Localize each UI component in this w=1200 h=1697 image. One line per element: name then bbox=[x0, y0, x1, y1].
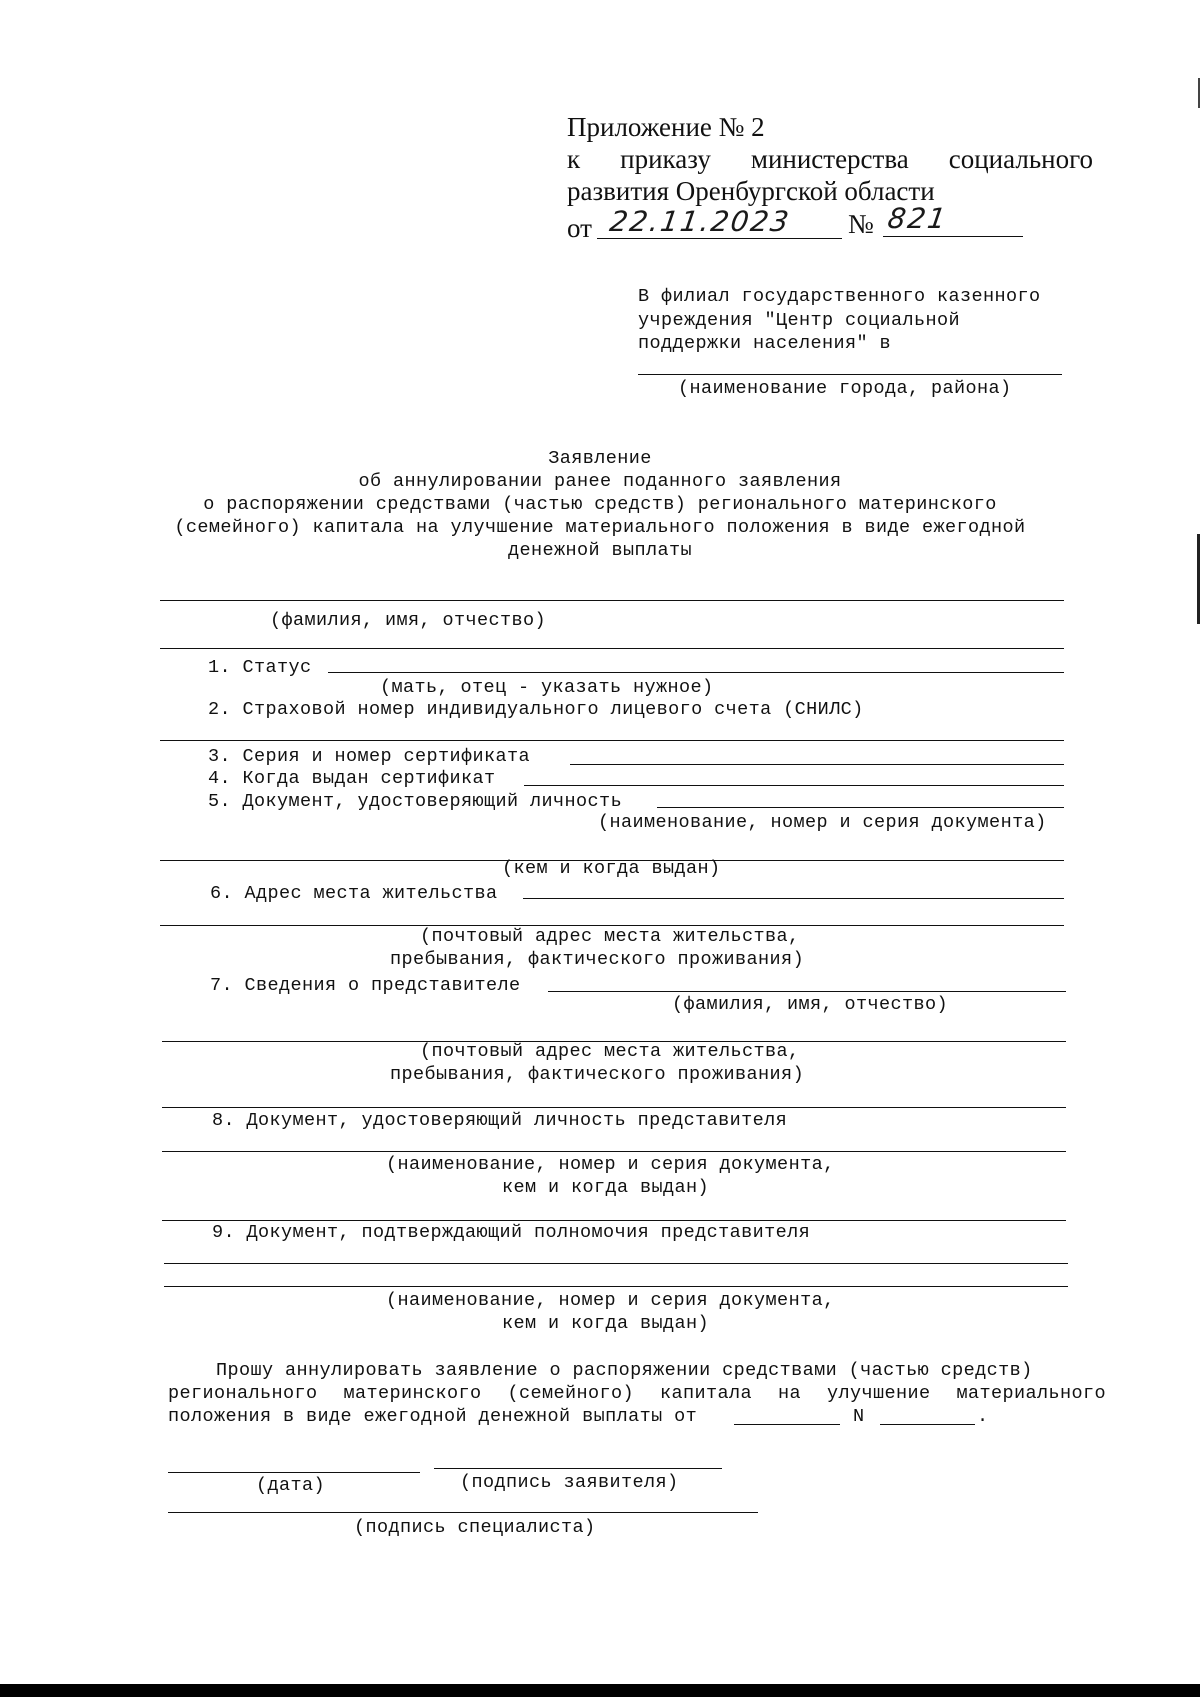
item-1-label: 1. Статус bbox=[208, 657, 312, 678]
date-underline bbox=[597, 238, 842, 239]
item-5-issued-caption: (кем и когда выдан) bbox=[502, 858, 721, 879]
item-6-caption-2: пребывания, фактического проживания) bbox=[390, 949, 805, 970]
doc-title-line-2: об аннулировании ранее поданного заявления bbox=[358, 471, 842, 492]
item-9-label: 9. Документ, подтверждающий полномочия представителя bbox=[212, 1222, 811, 1243]
item-9-line-2[interactable] bbox=[164, 1286, 1068, 1287]
applicant-signature-caption: (подпись заявителя) bbox=[460, 1472, 679, 1493]
item-1-caption: (мать, отец - указать нужное) bbox=[380, 677, 714, 698]
doc-title-line-3: о распоряжении средствами (частью средств) регионального материнского bbox=[203, 494, 997, 515]
item-3-line[interactable] bbox=[570, 764, 1064, 765]
fio-line-2[interactable] bbox=[160, 648, 1064, 649]
city-underline bbox=[638, 374, 1062, 375]
request-line-3: положения в виде ежегодной денежной выплаты от bbox=[168, 1406, 698, 1427]
handwritten-date: 22.11.2023 bbox=[607, 205, 793, 238]
item-9-caption-2: кем и когда выдан) bbox=[502, 1313, 710, 1334]
addressee-line-3: поддержки населения" в bbox=[638, 333, 892, 354]
fio-line[interactable] bbox=[160, 600, 1064, 601]
item-4-label: 4. Когда выдан сертификат bbox=[208, 768, 496, 789]
item-8-label: 8. Документ, удостоверяющий личность представителя bbox=[212, 1110, 788, 1131]
word: (семейного) bbox=[507, 1383, 635, 1404]
doc-title-line-5: денежной выплаты bbox=[507, 540, 693, 561]
item-6-label: 6. Адрес места жительства bbox=[210, 883, 498, 904]
appendix-line-order bbox=[567, 144, 1093, 175]
request-period: . bbox=[977, 1406, 989, 1427]
item-4-line[interactable] bbox=[524, 785, 1064, 786]
date-signature-line[interactable] bbox=[168, 1472, 420, 1473]
word: регионального bbox=[168, 1383, 318, 1404]
item-7-line-3[interactable] bbox=[162, 1107, 1066, 1108]
item-5-caption: (наименование, номер и серия документа) bbox=[598, 812, 1047, 833]
city-caption: (наименование города, района) bbox=[678, 378, 1012, 399]
item-1-line[interactable] bbox=[328, 672, 1064, 673]
item-2-label: 2. Страховой номер индивидуального лицевого счета (СНИЛС) bbox=[208, 699, 864, 720]
appendix-title: Приложение № 2 bbox=[567, 112, 765, 142]
addressee-line-1: В филиал государственного казенного bbox=[638, 286, 1041, 307]
doc-title-line-4: (семейного) капитала на улучшение материального положения в виде ежегодной bbox=[174, 517, 1026, 538]
item-8-caption-1: (наименование, номер и серия документа, bbox=[386, 1154, 835, 1175]
item-6-caption-1: (почтовый адрес места жительства, bbox=[420, 926, 800, 947]
doc-title: Заявление bbox=[548, 448, 652, 469]
date-caption: (дата) bbox=[256, 1475, 326, 1496]
item-8-line-2[interactable] bbox=[162, 1220, 1066, 1221]
item-7-caption-3: пребывания, фактического проживания) bbox=[390, 1064, 805, 1085]
appendix-line-ministry: развития Оренбургской области bbox=[567, 176, 935, 206]
word: министерства bbox=[750, 144, 909, 174]
number-label: № bbox=[848, 209, 874, 239]
word: капитала bbox=[660, 1383, 753, 1404]
item-7-caption-2: (почтовый адрес места жительства, bbox=[420, 1041, 800, 1062]
item-7-label: 7. Сведения о представителе bbox=[210, 975, 521, 996]
word: социального bbox=[948, 144, 1093, 174]
item-5-line[interactable] bbox=[657, 807, 1064, 808]
scan-edge-bottom bbox=[0, 1684, 1200, 1697]
word: улучшение bbox=[826, 1383, 931, 1404]
request-line-1: Прошу аннулировать заявление о распоряжении средствами (частью средств) bbox=[216, 1360, 1033, 1381]
date-label: от bbox=[567, 213, 592, 243]
handwritten-number: 821 bbox=[885, 202, 950, 235]
item-7-line[interactable] bbox=[548, 991, 1066, 992]
request-number-line[interactable] bbox=[880, 1424, 975, 1425]
addressee-line-2: учреждения "Центр социальной bbox=[638, 310, 961, 331]
request-date-line[interactable] bbox=[734, 1424, 840, 1425]
item-8-line[interactable] bbox=[162, 1151, 1066, 1152]
fio-caption: (фамилия, имя, отчество) bbox=[270, 610, 547, 631]
item-5-label: 5. Документ, удостоверяющий личность bbox=[208, 791, 623, 812]
word: к bbox=[567, 144, 581, 174]
item-8-caption-2: кем и когда выдан) bbox=[502, 1177, 710, 1198]
item-3-label: 3. Серия и номер сертификата bbox=[208, 746, 531, 767]
specialist-signature-line[interactable] bbox=[168, 1512, 758, 1513]
applicant-signature-line[interactable] bbox=[434, 1468, 722, 1469]
request-line-2 bbox=[168, 1383, 1106, 1404]
request-number-label: N bbox=[853, 1406, 865, 1427]
word: приказу bbox=[620, 144, 711, 174]
number-underline bbox=[883, 236, 1023, 237]
item-9-caption-1: (наименование, номер и серия документа, bbox=[386, 1290, 835, 1311]
word: на bbox=[777, 1383, 801, 1404]
item-9-line[interactable] bbox=[164, 1263, 1068, 1264]
item-7-caption: (фамилия, имя, отчество) bbox=[672, 994, 949, 1015]
item-2-line[interactable] bbox=[160, 740, 1064, 741]
specialist-signature-caption: (подпись специалиста) bbox=[354, 1517, 596, 1538]
item-6-line[interactable] bbox=[523, 898, 1064, 899]
word: материнского bbox=[343, 1383, 482, 1404]
word: материального bbox=[956, 1383, 1106, 1404]
